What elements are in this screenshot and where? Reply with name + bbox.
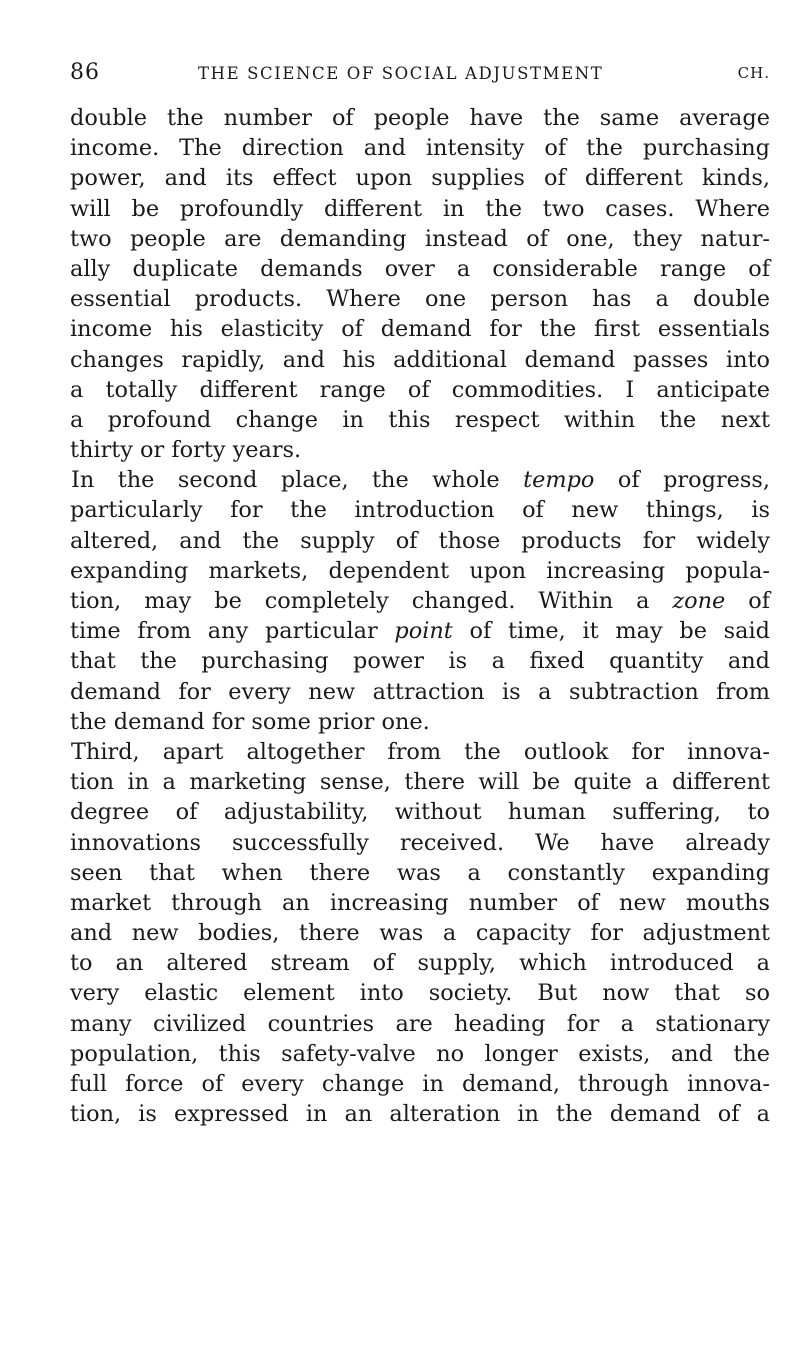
- text-line: [70, 616, 770, 646]
- line-segment: of time, it may be said: [469, 618, 771, 645]
- text-line: changes rapidly, and his additional demand passes into: [70, 346, 770, 373]
- paragraph-end-line: the demand for some prior one.: [70, 708, 430, 735]
- text-line: will be profoundly different in the two cases. Where: [70, 195, 770, 222]
- text-line: particularly for the introduction of new things, is: [70, 497, 770, 524]
- body-text: [70, 103, 770, 1129]
- text-line: a profound change in this respect within the next: [70, 406, 770, 433]
- text-line: two people are demanding instead of one, they natur-: [70, 225, 770, 252]
- text-line: innovations successfully received. We have already: [70, 829, 770, 856]
- text-line: tion, is expressed in an alteration in the demand of a: [70, 1101, 770, 1128]
- text-line: income. The direction and intensity of the purchasing: [70, 135, 770, 162]
- text-line: [70, 586, 770, 616]
- text-line: to an altered stream of supply, which introduced a: [70, 950, 770, 977]
- text-line: ally duplicate demands over a considerable range of: [70, 255, 770, 282]
- line-segment: In the second place, the whole: [71, 467, 500, 494]
- text-line: demand for every new attraction is a subtraction from: [70, 678, 770, 705]
- text-line: expanding markets, dependent upon increasing popula-: [70, 557, 770, 584]
- text-line: that the purchasing power is a fixed quantity and: [70, 648, 770, 675]
- text-line: altered, and the supply of those products for widely: [70, 527, 770, 554]
- text-line: and new bodies, there was a capacity for adjustment: [70, 920, 770, 947]
- text-line: [70, 465, 770, 495]
- line-segment: tion, may be completely changed. Within a: [70, 588, 650, 614]
- text-line: tion in a marketing sense, there will be quite a different: [70, 769, 770, 796]
- chapter-mark: CH.: [737, 64, 770, 82]
- text-line: population, this safety-valve no longer exists, and the: [70, 1040, 770, 1067]
- text-line: market through an increasing number of new mouths: [70, 889, 770, 916]
- running-title: THE SCIENCE OF SOCIAL ADJUSTMENT: [198, 64, 604, 83]
- text-line: a totally different range of commodities. I anticipate: [70, 376, 770, 403]
- paragraph-end-line: thirty or forty years.: [70, 437, 302, 464]
- text-line: essential products. Where one person has a double: [70, 286, 770, 313]
- text-line: very elastic element into society. But now that so: [70, 980, 770, 1007]
- text-line: double the number of people have the same average: [70, 105, 770, 131]
- italic-word: point: [394, 618, 453, 645]
- text-line: full force of every change in demand, through innova-: [70, 1071, 770, 1097]
- text-line: seen that when there was a constantly expanding: [70, 859, 770, 886]
- italic-word: zone: [672, 588, 726, 614]
- running-head: [70, 60, 770, 88]
- text-line: power, and its effect upon supplies of different kinds,: [70, 165, 770, 192]
- line-segment: time from any particular: [70, 618, 378, 645]
- text-line: income his elasticity of demand for the first essentials: [70, 316, 770, 343]
- text-line: degree of adjustability, without human suffering, to: [70, 799, 770, 826]
- text-line: many civilized countries are heading for a stationary: [70, 1010, 770, 1037]
- text-line: Third, apart altogether from the outlook for innova-: [71, 738, 770, 765]
- line-segment: of progress,: [617, 467, 771, 494]
- line-segment: of: [748, 588, 770, 614]
- italic-word: tempo: [523, 467, 595, 494]
- page-number: 86: [70, 60, 100, 85]
